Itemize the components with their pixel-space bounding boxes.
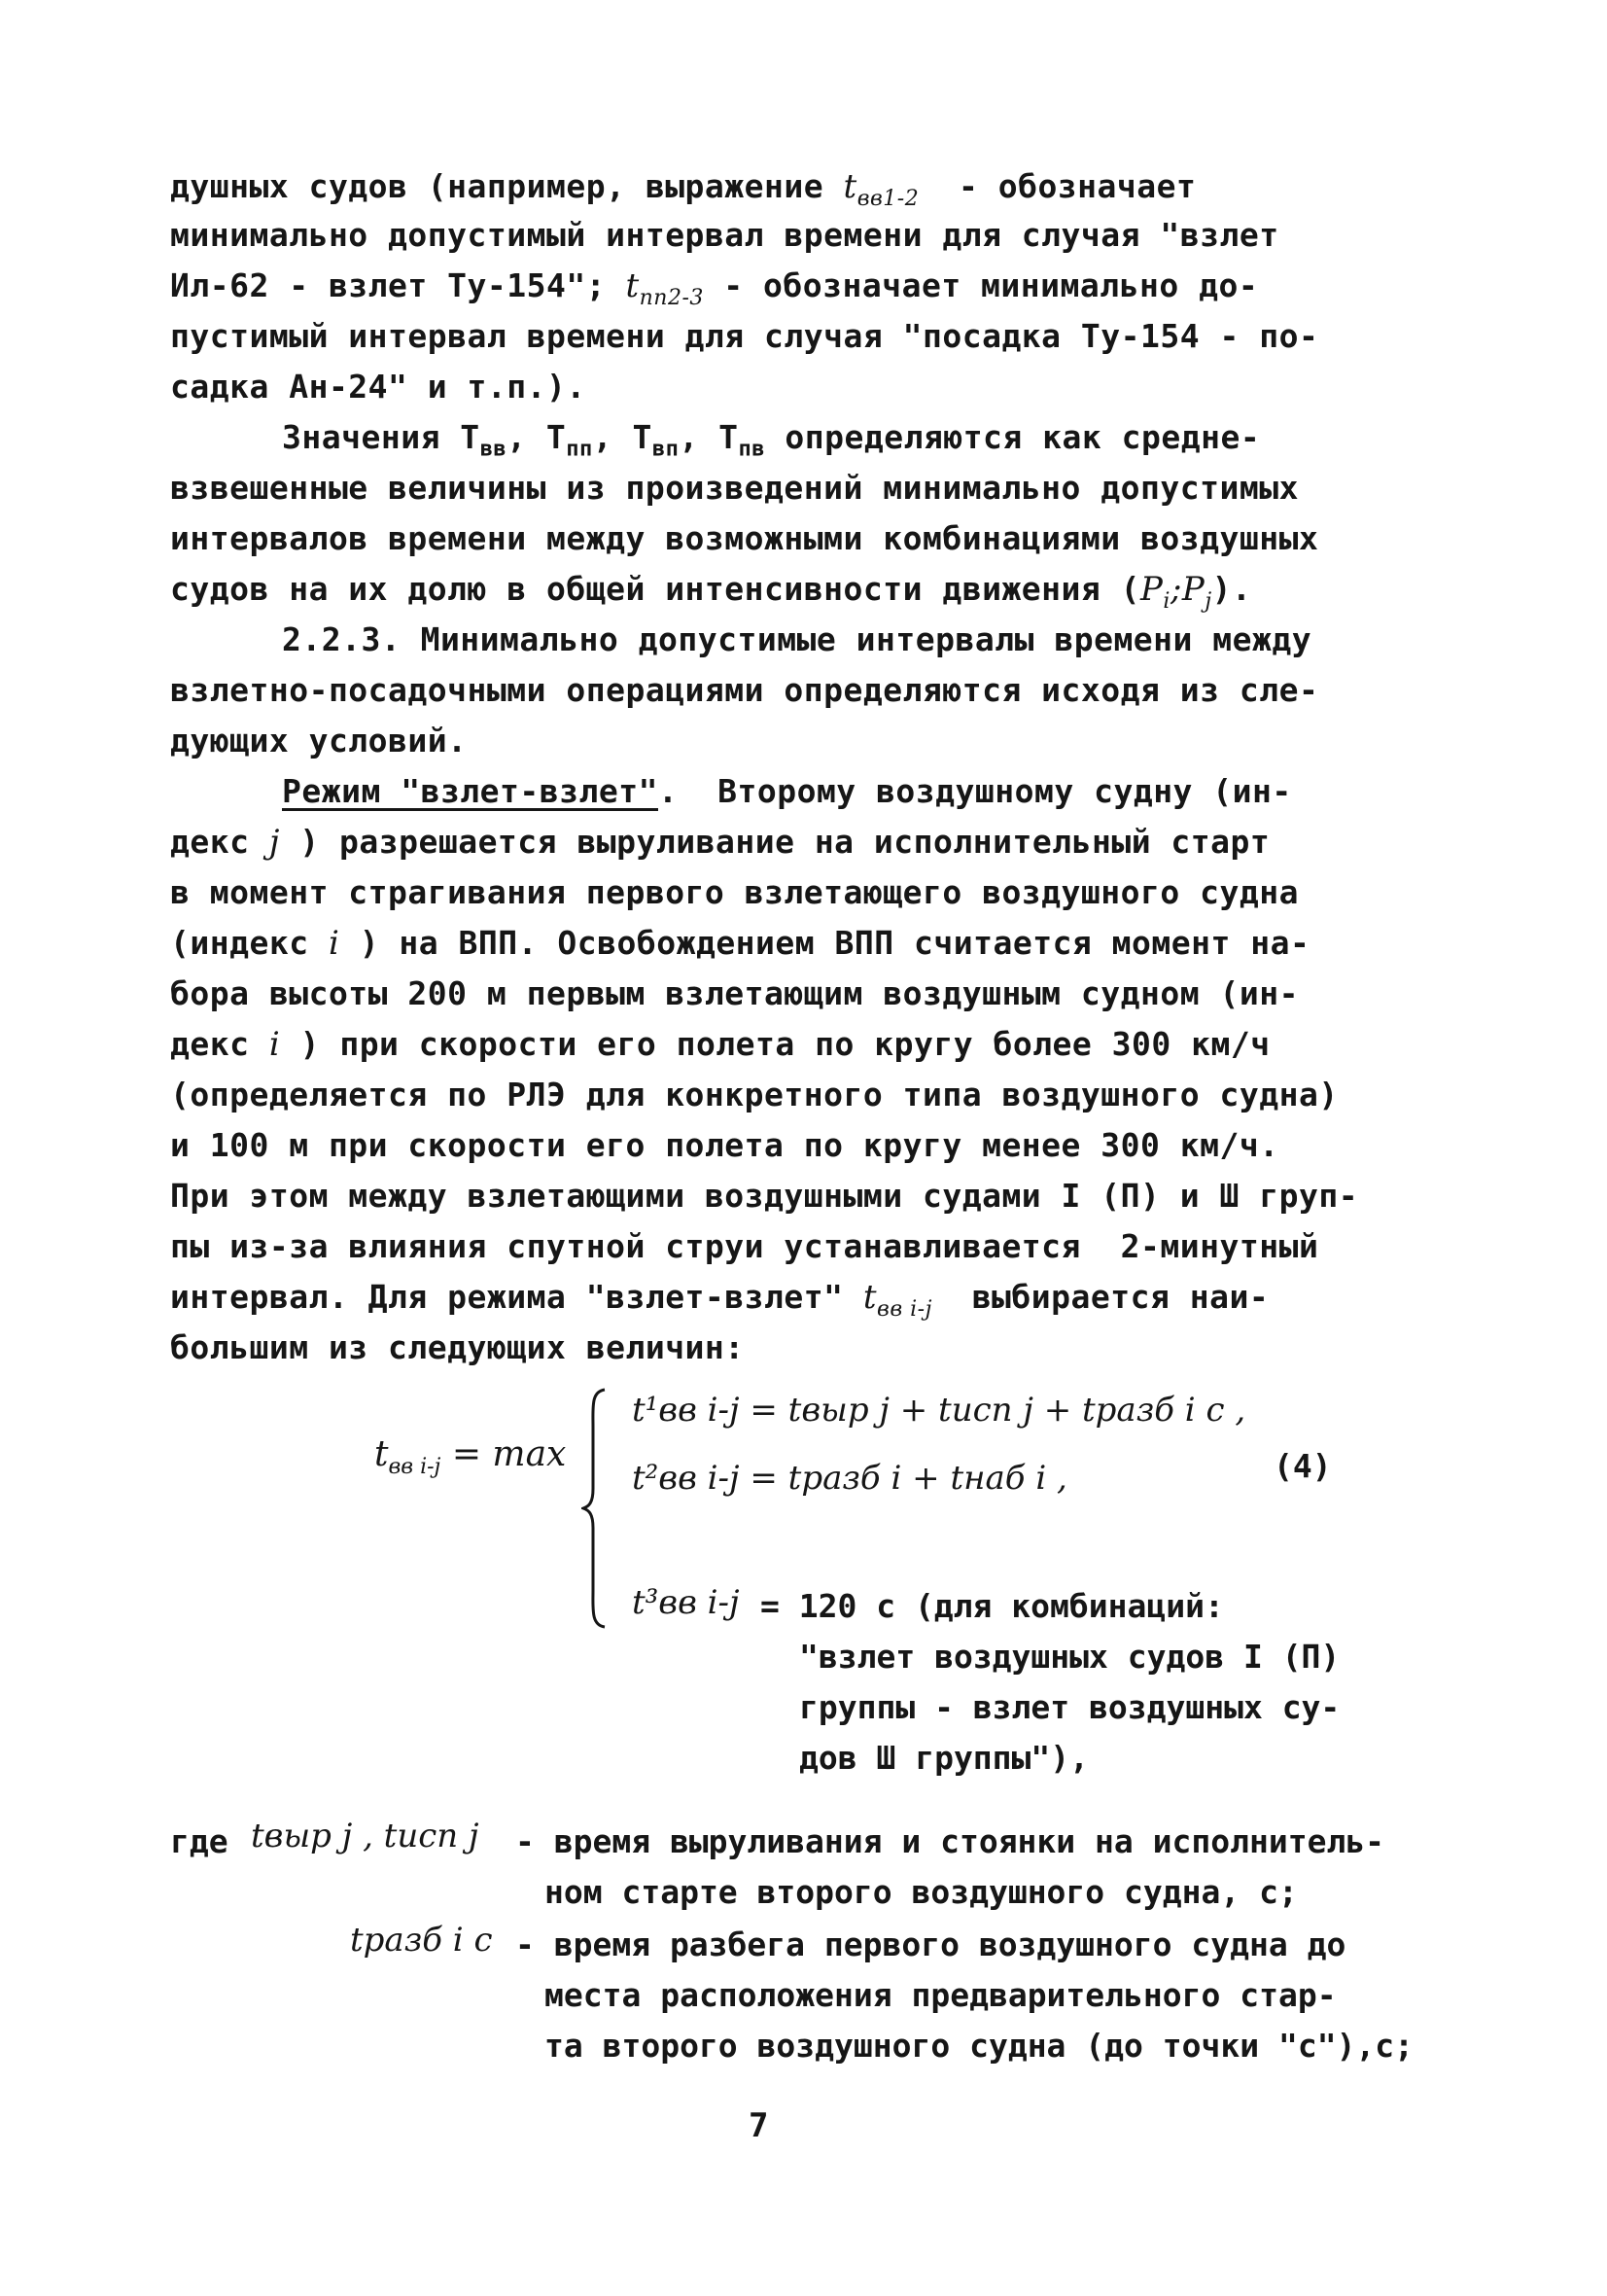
text-span: Ил-62 - взлет Ту-154"; [170, 266, 626, 304]
section-heading-line: 2.2.3. Минимально допустимые интервалы времени между [282, 620, 1312, 658]
text-line: пы из-за влияния спутной струи устанавливается 2-минутный [170, 1227, 1319, 1265]
equation-number: (4) [1274, 1447, 1332, 1485]
text-line: дующих условий. [170, 722, 468, 759]
text-line: бора высоты 200 м первым взлетающим воздушным судном (ин- [170, 974, 1299, 1012]
formula-note-line: дов Ш группы"), [799, 1739, 1090, 1777]
where-label: где [170, 1822, 228, 1860]
handwritten-symbol: i [268, 1025, 281, 1064]
text-line: При этом между взлетающими воздушными судами I (П) и Ш груп- [170, 1177, 1359, 1215]
text-line: взвешенные величины из произведений минимально допустимых [170, 469, 1299, 507]
text-line: судов на их долю в общей интенсивности движения $(P_i;P_j)$. [170, 570, 1252, 614]
text-line: декс j ) разрешается выруливание на исполнительный старт [170, 823, 1271, 862]
handwritten-symbol: j [268, 823, 280, 862]
handwritten-symbol: $t_{вв i-j}$ [862, 1278, 932, 1322]
handwritten-symbol: $t_{вв1-2}$ [843, 167, 920, 211]
text-line: (индекс i ) на ВПП. Освобождением ВПП считается момент на- [170, 924, 1310, 963]
text-line [170, 266, 1258, 318]
definition-line: - время разбега первого воздушного судна до [515, 1925, 1346, 1963]
handwritten-symbol: $P_i;P_j$ [1140, 570, 1212, 614]
handwritten-symbol: i [328, 924, 340, 963]
text-line: большим из следующих величин: [170, 1328, 745, 1366]
definition-line: та второго воздушного судна (до точки "с"),с; [544, 2027, 1415, 2065]
formula-note-line: = 120 с (для комбинаций: [760, 1587, 1224, 1625]
formula-lhs: $t_{вв i-j} = \max$ [374, 1434, 567, 1480]
text-line: пустимый интервал времени для случая "посадка Ту-154 - по- [170, 317, 1319, 355]
page-number: 7 [749, 2106, 769, 2145]
text-span: - обозначает [919, 167, 1197, 205]
text-line: минимально допустимый интервал времени для случая "взлет [170, 216, 1279, 254]
text-line: садка Ан-24" и т.п.). [170, 368, 586, 406]
formula-row-2: t²вв i-j = tразб i + tнаб i , [632, 1459, 1067, 1498]
formula-note-line: группы - взлет воздушных су- [799, 1688, 1341, 1726]
text-line: и 100 м при скорости его полета по кругу менее 300 км/ч. [170, 1126, 1279, 1164]
handwritten-symbol: $t_{пп2-3}$ [625, 266, 704, 310]
text-line: (определяется по РЛЭ для конкретного типа воздушного судна) [170, 1076, 1339, 1113]
text-line: декс i ) при скорости его полета по кругу более 300 км/ч [170, 1025, 1271, 1064]
text-line: взлетно-посадочными операциями определяются исходя из сле- [170, 671, 1319, 709]
definition-line: ном старте второго воздушного судна, с; [544, 1873, 1298, 1911]
text-line [170, 167, 1196, 219]
text-span: - обозначает минимально до- [703, 266, 1259, 304]
text-line: Режим "взлет-взлет". Второму воздушному судну (ин- [282, 772, 1292, 810]
text-span: душных судов (например, выражение [170, 167, 844, 205]
formula-note-line: "взлет воздушных судов I (П) [799, 1638, 1341, 1676]
formula-row-1: t¹вв i-j = tвыр j + tисп j + tразб i c , [632, 1391, 1246, 1430]
text-line: Значения $T_{вв}$, $T_{пп}$, $T_{вп}$, $T_{пв}$ определяются как средне- [282, 418, 1261, 462]
definition-line: - время выруливания и стоянки на исполнитель- [515, 1822, 1385, 1860]
formula-row-3: t³вв i-j [632, 1583, 740, 1622]
definition-line: места расположения предварительного стар- [544, 1976, 1337, 2014]
text-line: интервал. Для режима "взлет-взлет" $t_{вв i-j}$ выбирается наи- [170, 1278, 1270, 1322]
definition-symbol: tразб i c [350, 1921, 493, 1960]
text-line: интервалов времени между возможными комбинациями воздушных [170, 519, 1319, 557]
curly-brace-icon [581, 1388, 607, 1629]
definition-symbol: tвыр j , tисп j [251, 1817, 479, 1855]
mode-heading: Режим "взлет-взлет" [282, 772, 658, 810]
text-line: в момент страгивания первого взлетающего воздушного судна [170, 873, 1299, 911]
